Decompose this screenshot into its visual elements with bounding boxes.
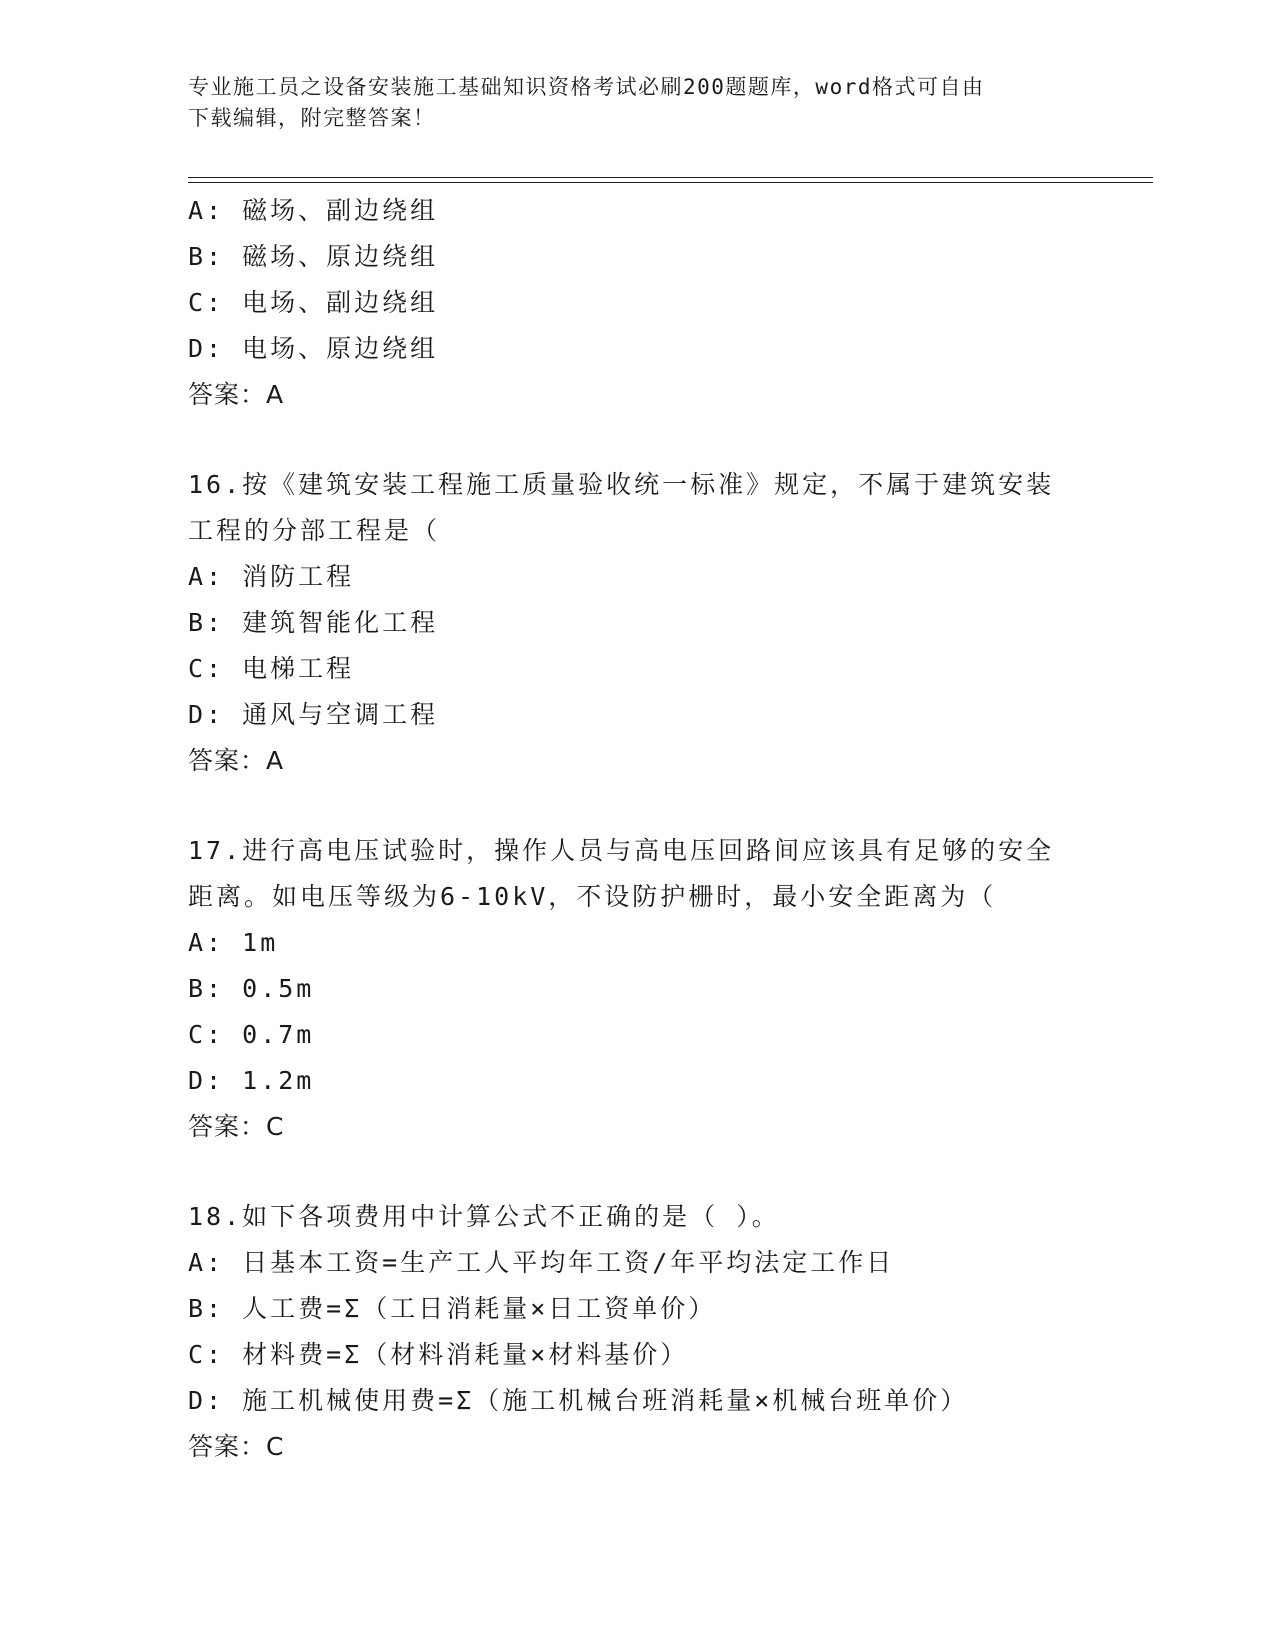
option-c: C: 电场、副边绕组: [188, 288, 439, 317]
option-a: A: 消防工程: [188, 562, 355, 591]
question-15: [188, 188, 1158, 418]
option-d: D: 1.2m: [188, 1066, 315, 1095]
document-header: [188, 72, 1088, 134]
option-a: A: 1m: [188, 928, 279, 957]
question-text: 18.如下各项费用中计算公式不正确的是（ ）。: [188, 1202, 780, 1231]
spacer: [188, 418, 1158, 462]
header-divider-bottom: [188, 182, 1153, 183]
question-list: [188, 188, 1158, 1470]
answer: 答案：A: [188, 380, 285, 409]
question-text: 16.按《建筑安装工程施工质量验收统一标准》规定，不属于建筑安装: [188, 470, 1055, 499]
question-18: [188, 1194, 1158, 1470]
option-b: B: 0.5m: [188, 974, 315, 1003]
question-16: [188, 462, 1158, 784]
option-d: D: 通风与空调工程: [188, 700, 439, 729]
question-text: 17.进行高电压试验时，操作人员与高电压回路间应该具有足够的安全: [188, 836, 1055, 865]
answer: 答案：C: [188, 1112, 285, 1141]
question-17: [188, 828, 1158, 1150]
answer: 答案：C: [188, 1432, 285, 1461]
option-c: C: 0.7m: [188, 1020, 315, 1049]
option-b: B: 建筑智能化工程: [188, 608, 439, 637]
option-a: A: 磁场、副边绕组: [188, 196, 439, 225]
option-d: D: 施工机械使用费=Σ（施工机械台班消耗量×机械台班单价）: [188, 1386, 969, 1415]
header-divider-top: [188, 177, 1153, 178]
question-text-continued: 距离。如电压等级为6-10kV，不设防护栅时，最小安全距离为（: [188, 882, 997, 911]
answer: 答案：A: [188, 746, 285, 775]
header-line-2: 下载编辑，附完整答案！: [188, 106, 436, 130]
option-a: A: 日基本工资=生产工人平均年工资/年平均法定工作日: [188, 1248, 895, 1277]
option-c: C: 电梯工程: [188, 654, 355, 683]
spacer: [188, 784, 1158, 828]
option-c: C: 材料费=Σ（材料消耗量×材料基价）: [188, 1340, 689, 1369]
question-text-continued: 工程的分部工程是（: [188, 516, 441, 545]
header-line-1: 专业施工员之设备安装施工基础知识资格考试必刷200题题库，word格式可自由: [188, 75, 985, 99]
option-d: D: 电场、原边绕组: [188, 334, 439, 363]
spacer: [188, 1150, 1158, 1194]
option-b: B: 磁场、原边绕组: [188, 242, 439, 271]
option-b: B: 人工费=Σ（工日消耗量×日工资单价）: [188, 1294, 717, 1323]
